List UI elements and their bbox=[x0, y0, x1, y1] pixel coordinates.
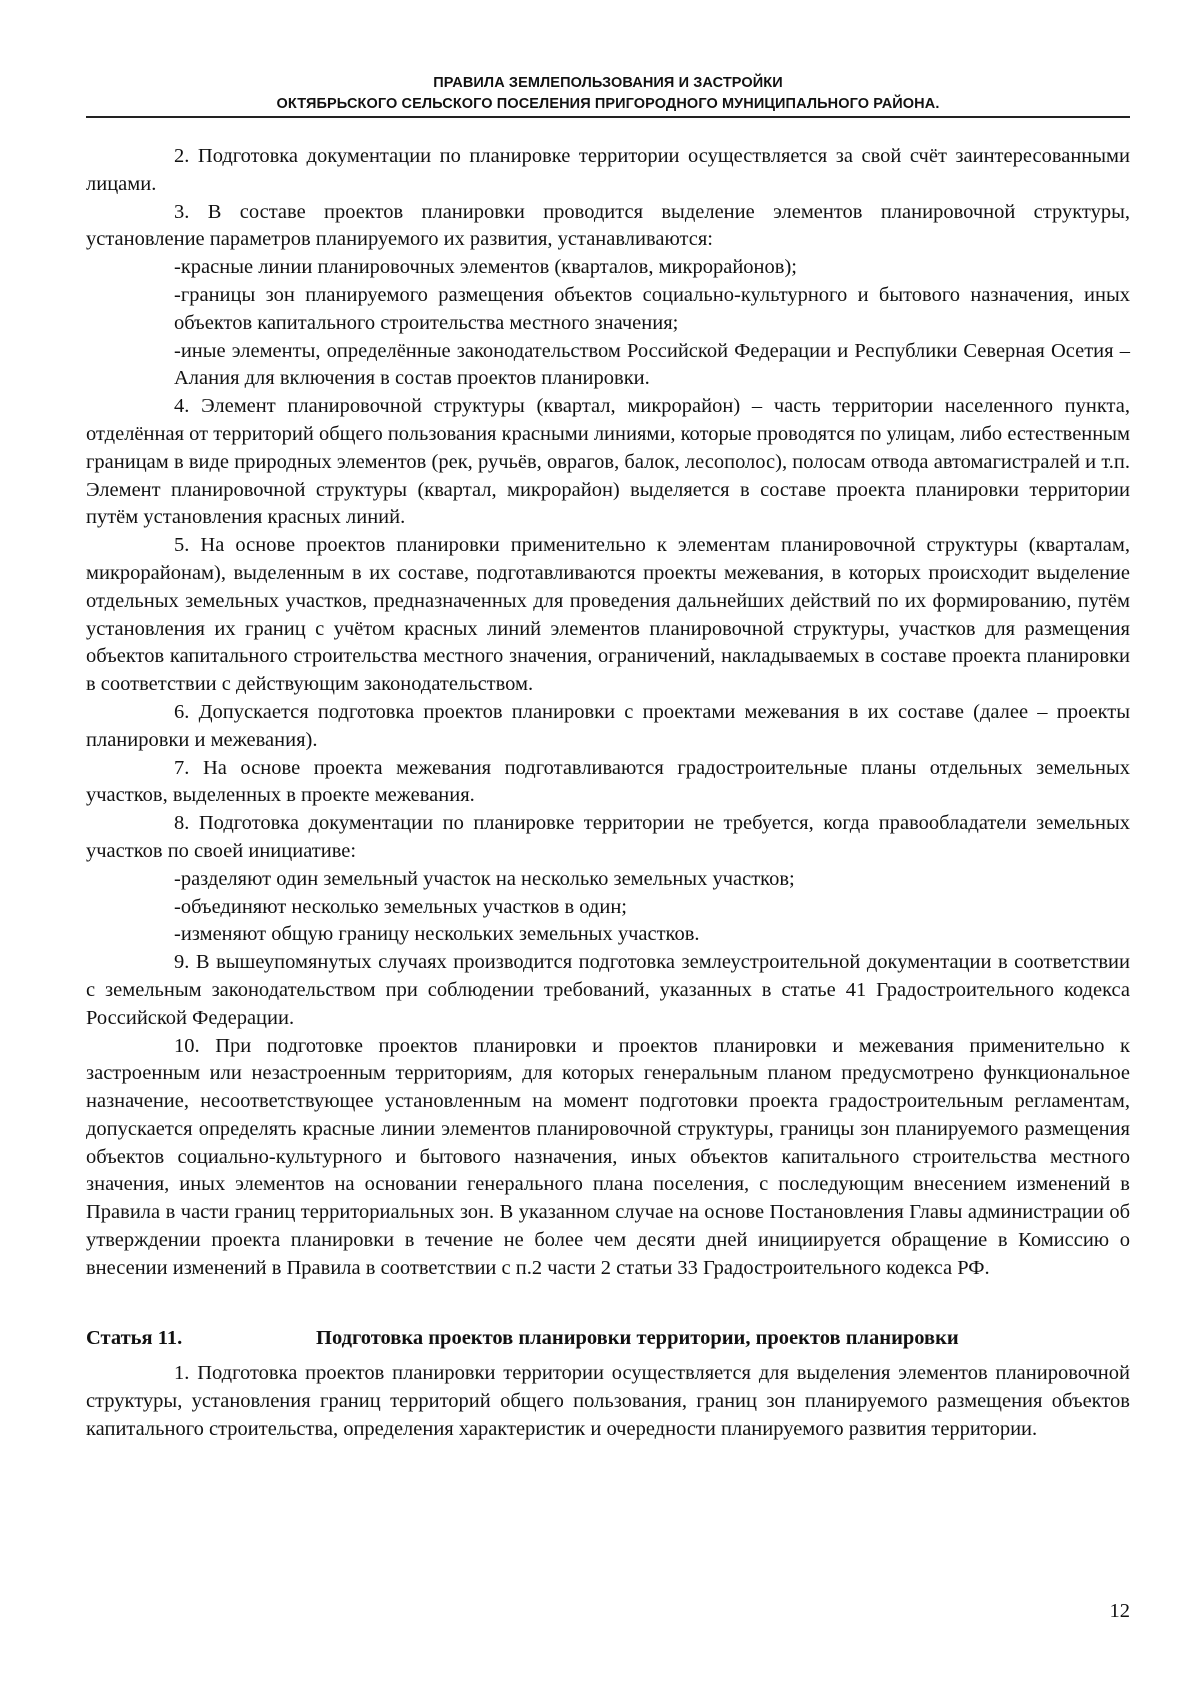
header-divider bbox=[86, 116, 1130, 118]
running-header bbox=[86, 73, 1130, 115]
paragraph-7: 7. На основе проекта межевания подготавливаются градостроительные планы отдельных земельных участков, выделенных в проекте межевания. bbox=[86, 756, 1130, 807]
paragraph-4: 4. Элемент планировочной структуры (квартал, микрорайон) – часть территории населенного пункта, отделённая от территорий общего пользования красными линиями, которые проводятся по улицам, либо естественным границам в виде природных элементов (рек, ручьёв, оврагов, балок, лесополос), полосам отвода автомагистралей и т.п. Элемент планировочной структуры (квартал, микрорайон) выделяется в составе проекта планировки территории путём установления красных линий. bbox=[86, 395, 1130, 529]
paragraph-10: 10. При подготовке проектов планировки и проектов планировки и межевания применительно к застроенным или незастроенным территориям, для которых генеральным планом предусмотрено функциональное назначение, несоответствующее установленным на момент подготовки проекта градостроительным регламентам, допускается определять красные линии элементов планировочной структуры, границы зон планируемого размещения объектов социально-культурного и бытового назначения, иных объектов капитального строительства местного значения, иных элементов на основании генерального плана поселения, с последующим внесением изменений в Правила в части границ территориальных зон. В указанном случае на основе Постановления Главы администрации об утверждении проекта планировки в течение не более чем десяти дней инициируется обращение в Комиссию о внесении изменений в Правила в соответствии с п.2 части 2 статьи 33 Градостроительного кодекса РФ. bbox=[86, 1034, 1130, 1279]
list-item: -изменяют общую границу нескольких земельных участков. bbox=[174, 923, 700, 946]
article-number: Статья 11. bbox=[86, 1326, 183, 1349]
document-body bbox=[86, 143, 1130, 1444]
list-item: -объединяют несколько земельных участков в один; bbox=[174, 895, 627, 918]
list-item: -границы зон планируемого размещения объектов социально-культурного и бытового назначения, иных объектов капитального строительства местного значения; bbox=[174, 283, 1130, 334]
paragraph-6: 6. Допускается подготовка проектов планировки с проектами межевания в их составе (далее – проекты планировки и межевания). bbox=[86, 700, 1130, 751]
paragraph-8: 8. Подготовка документации по планировке территории не требуется, когда правообладатели земельных участков по своей инициативе: bbox=[86, 812, 1130, 862]
header-line-2: ОКТЯБРЬСКОГО СЕЛЬСКОГО ПОСЕЛЕНИЯ ПРИГОРОДНОГО МУНИЦИПАЛЬНОГО РАЙОНА. bbox=[276, 96, 940, 112]
article-title: Подготовка проектов планировки территории, проектов планировки bbox=[316, 1326, 959, 1349]
article-paragraph-1: 1. Подготовка проектов планировки территории осуществляется для выделения элементов планировочной структуры, установления границ территорий общего пользования, границ зон планируемого размещения объектов капитального строительства, определения характеристик и очередности планируемого развития территории. bbox=[86, 1362, 1130, 1441]
paragraph-2: 2. Подготовка документации по планировке территории осуществляется за свой счёт заинтересованными лицами. bbox=[86, 145, 1130, 195]
article-heading bbox=[86, 1325, 1130, 1353]
header-line-1: ПРАВИЛА ЗЕМЛЕПОЛЬЗОВАНИЯ И ЗАСТРОЙКИ bbox=[433, 75, 783, 91]
paragraph-3: 3. В составе проектов планировки проводится выделение элементов планировочной структуры, установление параметров планируемого их развития, устанавливаются: bbox=[86, 200, 1130, 251]
paragraph-5: 5. На основе проектов планировки применительно к элементам планировочной структуры (кварталам, микрорайонам), выделенным в их составе, подготавливаются проекты межевания, в которых происходит выделение отдельных земельных участков, предназначенных для проведения дальнейших действий по их формированию, путём установления их границ с учётом красных линий элементов планировочной структуры, участков для размещения объектов капитального строительства местного значения, ограничений, накладываемых в составе проекта планировки в соответствии с действующим законодательством. bbox=[86, 534, 1130, 696]
page-number: 12 bbox=[1109, 1600, 1130, 1622]
list-item: -красные линии планировочных элементов (кварталов, микрорайонов); bbox=[174, 256, 797, 279]
paragraph-9: 9. В вышеупомянутых случаях производится подготовка землеустроительной документации в соответствии с земельным законодательством при соблюдении требований, указанных в статье 41 Градостроительного кодекса Российской Федерации. bbox=[86, 951, 1130, 1029]
list-item: -разделяют один земельный участок на несколько земельных участков; bbox=[174, 867, 795, 890]
list-item: -иные элементы, определённые законодательством Российской Федерации и Республики Северная Осетия – Алания для включения в состав проектов планировки. bbox=[174, 339, 1130, 390]
